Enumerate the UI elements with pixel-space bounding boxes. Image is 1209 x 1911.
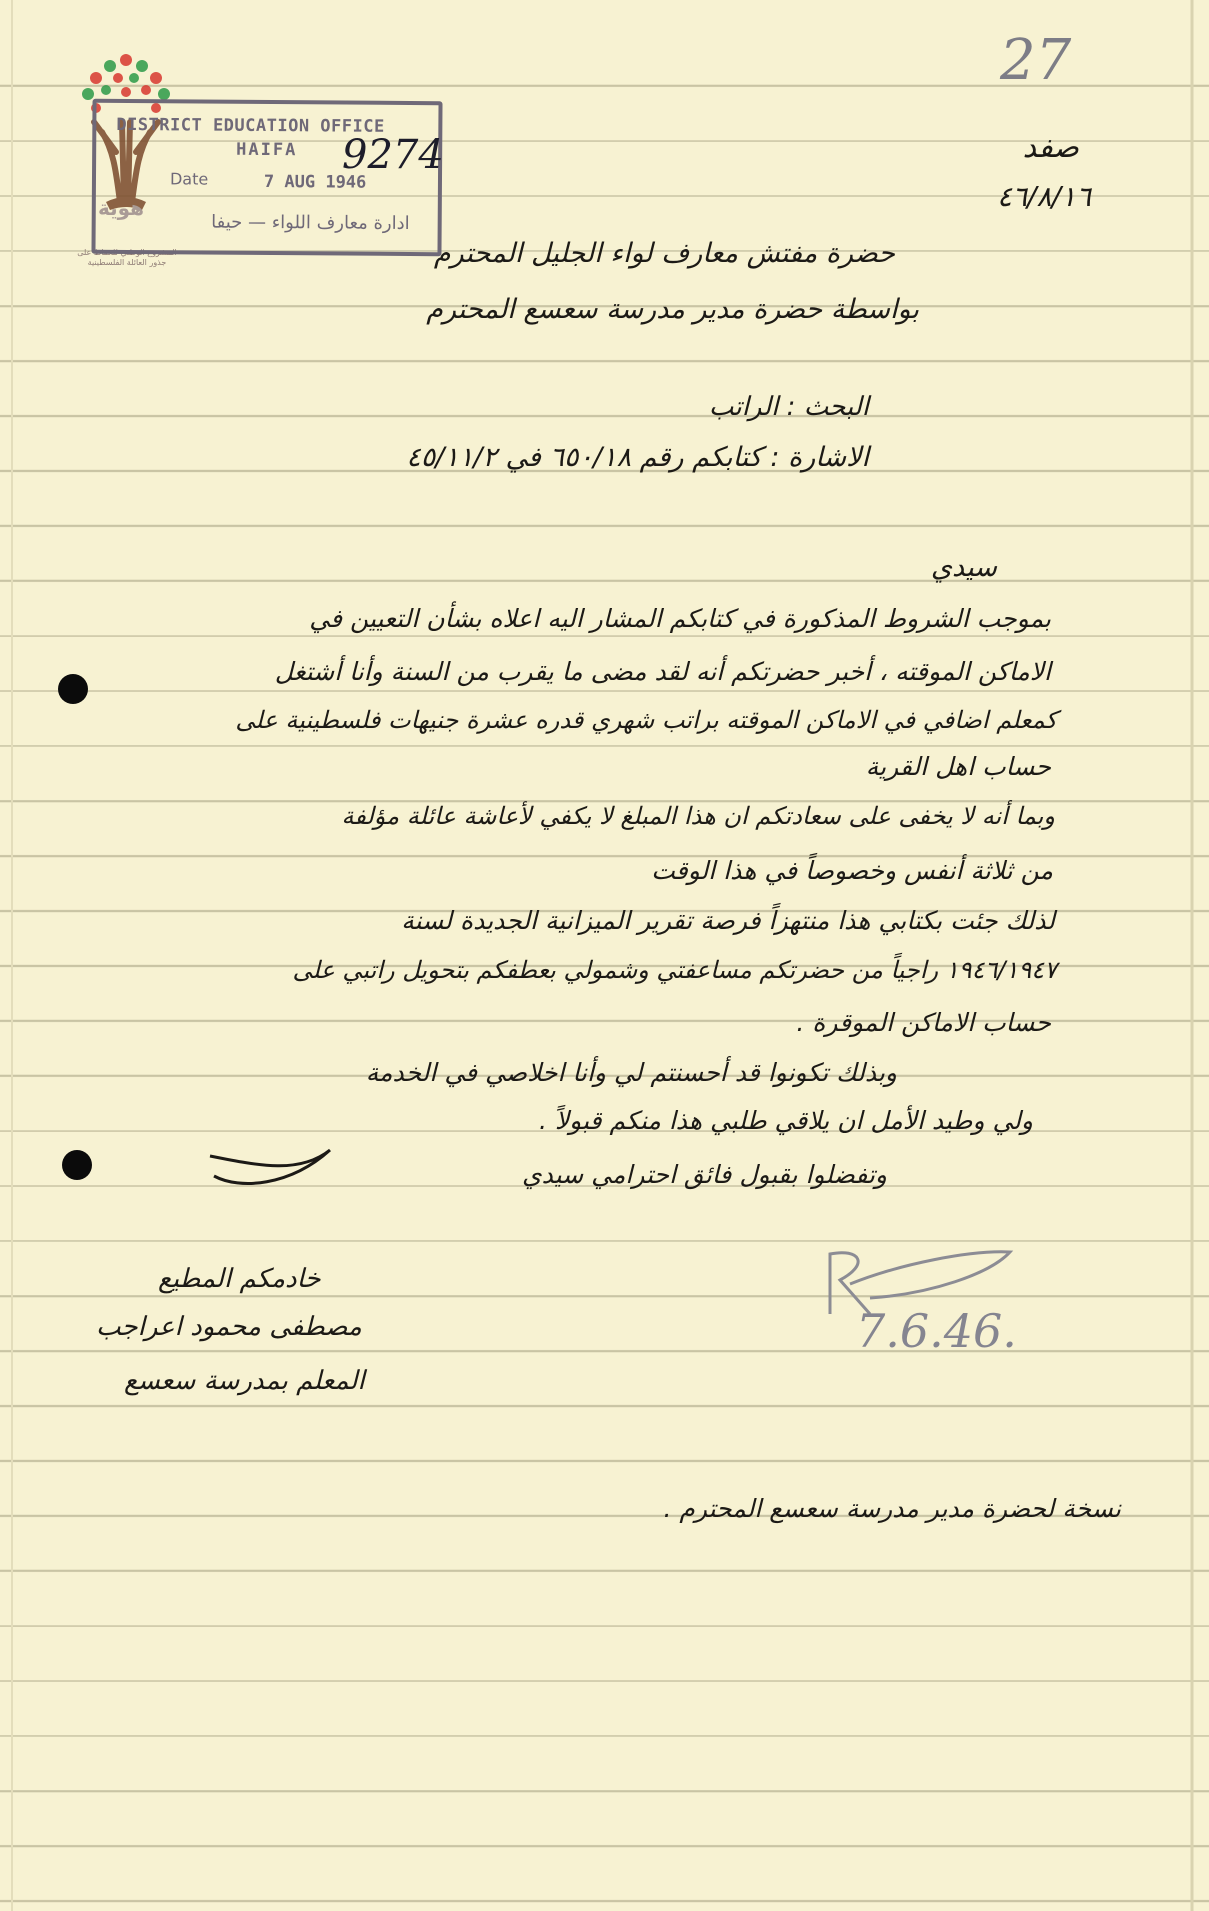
- body-line: ١٩٤٦/١٩٤٧ راجياً من حضرتكم مساعفتي وشمولي بعطفكم بتحويل راتبي على: [292, 956, 1057, 984]
- signature-closing: خادمكم المطيع: [158, 1264, 321, 1294]
- stamp-handwritten-number: 9274: [342, 132, 444, 178]
- archive-brand-caption: المشروع الوطني للحفاظ على جذور العائلة الفلسطينية: [77, 248, 177, 267]
- stamp-arabic-line: ادارة معارف اللواء — حيفا: [211, 211, 410, 234]
- body-line: وبما أنه لا يخفى على سعادتكم ان هذا المبلغ لا يكفي لأعاشة عائلة مؤلفة: [341, 802, 1055, 830]
- binder-hole-bottom: [62, 1150, 92, 1180]
- body-line: وتفضلوا بقبول فائق احترامي سيدي: [522, 1160, 887, 1189]
- body-line: من ثلاثة أنفس وخصوصاً في هذا الوقت: [651, 856, 1053, 885]
- received-initial: [820, 1244, 861, 1307]
- salutation: سيدي: [930, 552, 997, 583]
- stamp-date-label: Date: [169, 169, 209, 189]
- closing-flourish: [200, 1136, 340, 1196]
- stamp-office-name: DISTRICT EDUCATION OFFICE: [116, 114, 385, 137]
- body-line: حساب اهل القرية: [865, 752, 1051, 781]
- body-line: كمعلم اضافي في الاماكن الموقته براتب شهري قدره عشرة جنيهات فلسطينية على: [235, 706, 1057, 734]
- signature-name: مصطفى محمود اعراجب: [96, 1312, 362, 1342]
- stamp-date-value: 7 AUG 1946: [263, 171, 367, 193]
- signature-title: المعلم بمدرسة سعسع: [124, 1366, 365, 1396]
- subject-reference-line: الاشارة : كتابكم رقم ٦٥٠/١٨ في ٤٥/١١/٢: [406, 442, 869, 473]
- addressee-line-2: بواسطة حضرة مدير مدرسة سعسع المحترم: [426, 294, 919, 325]
- addressee-line-1: حضرة مفتش معارف لواء الجليل المحترم: [433, 238, 895, 269]
- body-line: ولي وطيد الأمل ان يلاقي طلبي هذا منكم قبولاً .: [539, 1106, 1033, 1135]
- copy-note: نسخة لحضرة مدير مدرسة سعسع المحترم .: [663, 1494, 1121, 1523]
- archive-brand-text: هوية: [98, 196, 145, 220]
- folio-number: 27: [1000, 28, 1072, 93]
- received-date: 7.6.46.: [856, 1304, 1017, 1358]
- reference-code: صفد: [1022, 130, 1079, 165]
- body-line: وبذلك تكونوا قد أحسنتم لي وأنا اخلاصي في الخدمة: [365, 1058, 897, 1087]
- subject-line: البحث : الراتب: [708, 392, 869, 422]
- reference-number: ٤٦/٨/١٦: [996, 180, 1091, 213]
- body-line: لذلك جئت بكتابي هذا منتهزاً فرصة تقرير الميزانية الجديدة لسنة: [401, 906, 1055, 935]
- body-line: حساب الاماكن الموقرة .: [796, 1008, 1051, 1037]
- body-line: بموجب الشروط المذكورة في كتابكم المشار اليه اعلاه بشأن التعيين في: [309, 604, 1051, 633]
- binder-hole-top: [58, 674, 88, 704]
- body-line: الاماكن الموقته ، أخبر حضرتكم أنه لقد مضى ما يقرب من السنة وأنا أشتغل: [274, 657, 1051, 686]
- stamp-city: HAIFA: [236, 139, 298, 161]
